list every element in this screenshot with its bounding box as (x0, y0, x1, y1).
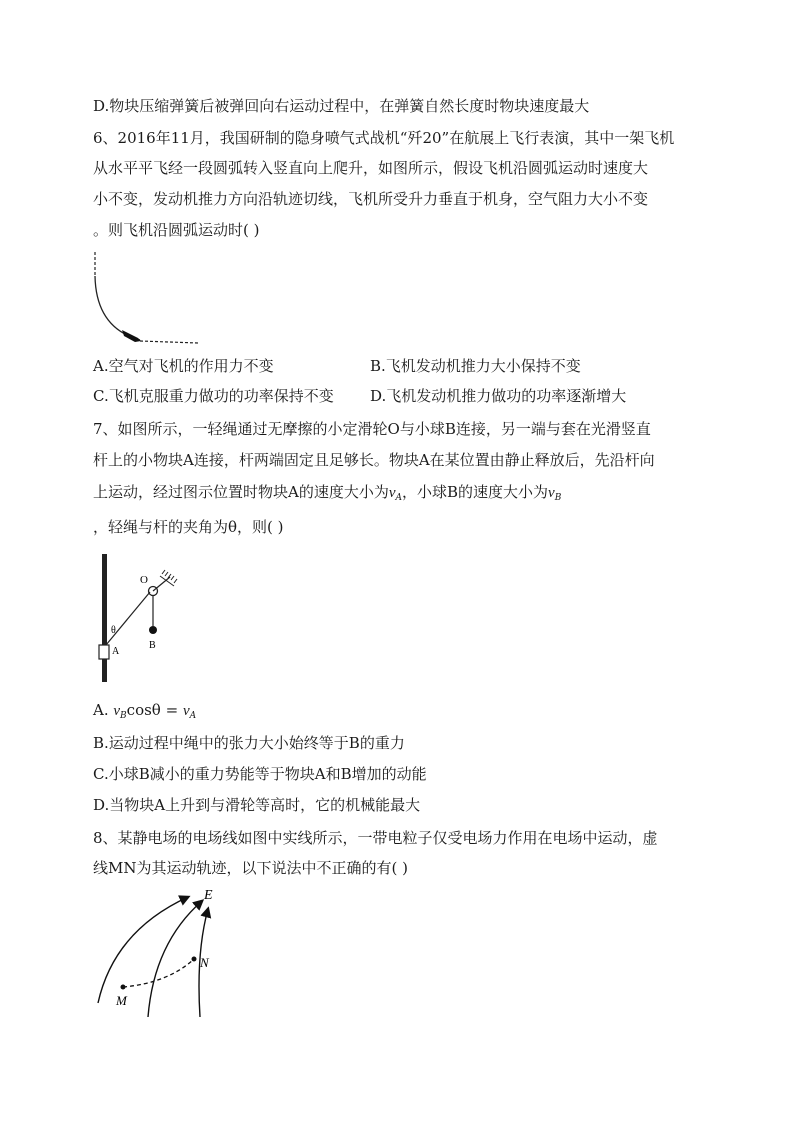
airplane-icon (122, 330, 141, 342)
q8-stem-line-1: 8、某静电场的电场线如图中实线所示，一带电粒子仅受电场力作用在电场中运动，虚 (93, 829, 658, 847)
q7-stem-line-1: 7、如图所示，一轻绳通过无摩擦的小定滑轮O与小球B连接，另一端与套在光滑竖直 (93, 420, 651, 438)
q7-stem-line-4: ，轻绳与杆的夹角为θ，则( ) (93, 518, 284, 536)
q6-option-b: B.飞机发动机推力大小保持不变 (370, 357, 581, 375)
q7-stem-line-2: 杆上的小物块A连接，杆两端固定且足够长。物块A在某位置由静止释放后，先沿杆向 (93, 451, 655, 469)
field-line-1 (98, 897, 188, 1003)
label-b: B (149, 640, 156, 651)
q6-stem-line-1: 6、2016年11月，我国研制的隐身喷气式战机“歼20”在航展上飞行表演，其中一架飞机 (93, 129, 675, 147)
rope-to-a (106, 592, 150, 645)
ball-b (149, 626, 157, 634)
q6-option-a: A.空气对飞机的作用力不变 (93, 357, 274, 375)
point-m (121, 985, 126, 990)
q6-stem-line-2: 从水平平飞经一段圆弧转入竖直向上爬升，如图所示，假设飞机沿圆弧运动时速度大 (93, 159, 649, 177)
q7-option-c: C.小球B减小的重力势能等于物块A和B增加的动能 (93, 765, 427, 783)
q6-stem-line-4: 。则飞机沿圆弧运动时( ) (93, 221, 260, 239)
q6-stem-line-3: 小不变，发动机推力方向沿轨迹切线，飞机所受升力垂直于机身，空气阻力大小不变 (93, 190, 649, 208)
horizontal-dashed-path (140, 341, 198, 343)
label-e: E (204, 888, 213, 903)
q8-stem-line-2: 线MN为其运动轨迹，以下说法中不正确的有( ) (93, 859, 408, 877)
q8-field-lines-figure (92, 883, 232, 1023)
q7-stem-line-3: 上运动，经过图示位置时物块A的速度大小为$v_A$，小球B的速度大小为$v_B$ (93, 483, 562, 503)
block-a (99, 645, 109, 659)
q7-option-d: D.当物块A上升到与滑轮等高时，它的机械能最大 (93, 796, 421, 814)
q7-option-a: A. $v_B\cos\theta = v_A$ (93, 701, 197, 721)
label-o: O (140, 574, 148, 586)
q5-option-d: D.物块压缩弹簧后被弹回向右运动过程中，在弹簧自然长度时物块速度最大 (93, 97, 590, 115)
q6-flight-path-figure (88, 250, 208, 350)
point-n (192, 957, 197, 962)
label-m: M (116, 993, 127, 1008)
vertical-rod (102, 554, 107, 682)
q6-option-d: D.飞机发动机推力做功的功率逐渐增大 (370, 387, 627, 405)
q7-option-b: B.运动过程中绳中的张力大小始终等于B的重力 (93, 734, 405, 752)
arc-path (95, 276, 140, 340)
q6-option-c: C.飞机克服重力做功的功率保持不变 (93, 387, 334, 405)
label-theta: θ (111, 625, 116, 636)
pulley-mount (153, 577, 170, 591)
label-n: N (200, 955, 209, 970)
label-a: A (112, 646, 120, 657)
q7-pulley-figure (92, 548, 192, 688)
trajectory-mn (123, 959, 194, 987)
